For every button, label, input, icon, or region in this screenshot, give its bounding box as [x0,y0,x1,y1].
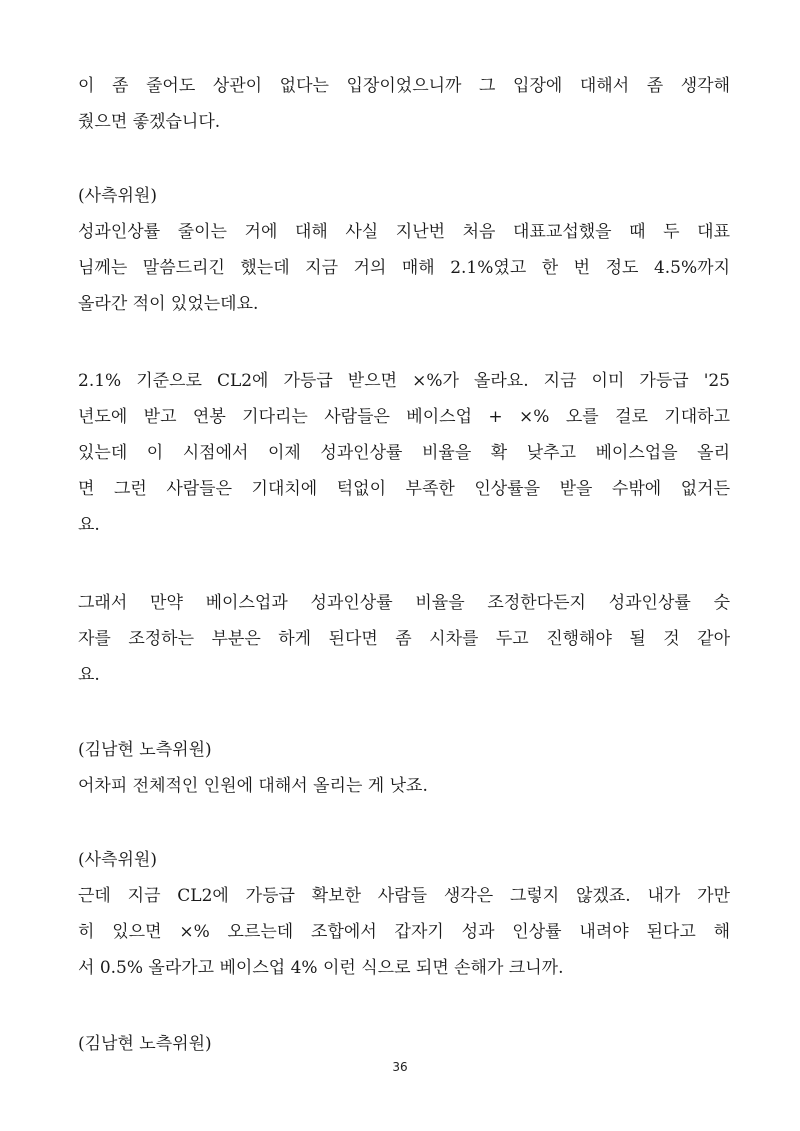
text-line: 근데 지금 CL2에 가등급 확보한 사람들 생각은 그렇지 않겠죠. 내가 가만 [78,886,730,906]
text-line: 그래서 만약 베이스업과 성과인상률 비율을 조정한다든지 성과인상률 숫 [78,593,730,613]
speaker-label: (사측위원) [78,850,157,870]
text-line: 히 있으면 ×% 오르는데 조합에서 갑자기 성과 인상률 내려야 된다고 해 [78,922,730,942]
paragraph [78,178,730,322]
paragraph [78,842,730,986]
text-line: 요. [78,515,100,535]
text-line: 요. [78,665,100,685]
text-line: 성과인상률 줄이는 거에 대해 사실 지난번 처음 대표교섭했을 때 두 대표 [78,222,730,242]
text-line: 2.1% 기준으로 CL2에 가등급 받으면 ×%가 올라요. 지금 이미 가등급 '25 [78,371,730,391]
paragraph [78,68,730,140]
page-number: 36 [392,1060,408,1074]
text-line: 줬으면 좋겠습니다. [78,112,221,132]
paragraph [78,1026,730,1062]
paragraph [78,732,730,804]
text-line: 올라간 적이 있었는데요. [78,294,259,314]
text-line: 서 0.5% 올라가고 베이스업 4% 이런 식으로 되면 손해가 크니까. [78,958,564,978]
text-line: 자를 조정하는 부분은 하게 된다면 좀 시차를 두고 진행해야 될 것 같아 [78,629,730,649]
paragraph [78,363,730,543]
text-line: 년도에 받고 연봉 기다리는 사람들은 베이스업 + ×% 오를 걸로 기대하고 [78,407,730,427]
speaker-label: (사측위원) [78,186,157,206]
text-line: 면 그런 사람들은 기대치에 턱없이 부족한 인상률을 받을 수밖에 없거든 [78,479,730,499]
speaker-label: (김남현 노측위원) [78,1034,212,1054]
text-line: 어차피 전체적인 인원에 대해서 올리는 게 낫죠. [78,776,428,796]
paragraph [78,585,730,693]
text-line: 님께는 말씀드리긴 했는데 지금 거의 매해 2.1%였고 한 번 정도 4.5%까지 [78,258,730,278]
speaker-label: (김남현 노측위원) [78,740,212,760]
text-line: 이 좀 줄어도 상관이 없다는 입장이었으니까 그 입장에 대해서 좀 생각해 [78,76,730,96]
text-line: 있는데 이 시점에서 이제 성과인상률 비율을 확 낮추고 베이스업을 올리 [78,443,730,463]
